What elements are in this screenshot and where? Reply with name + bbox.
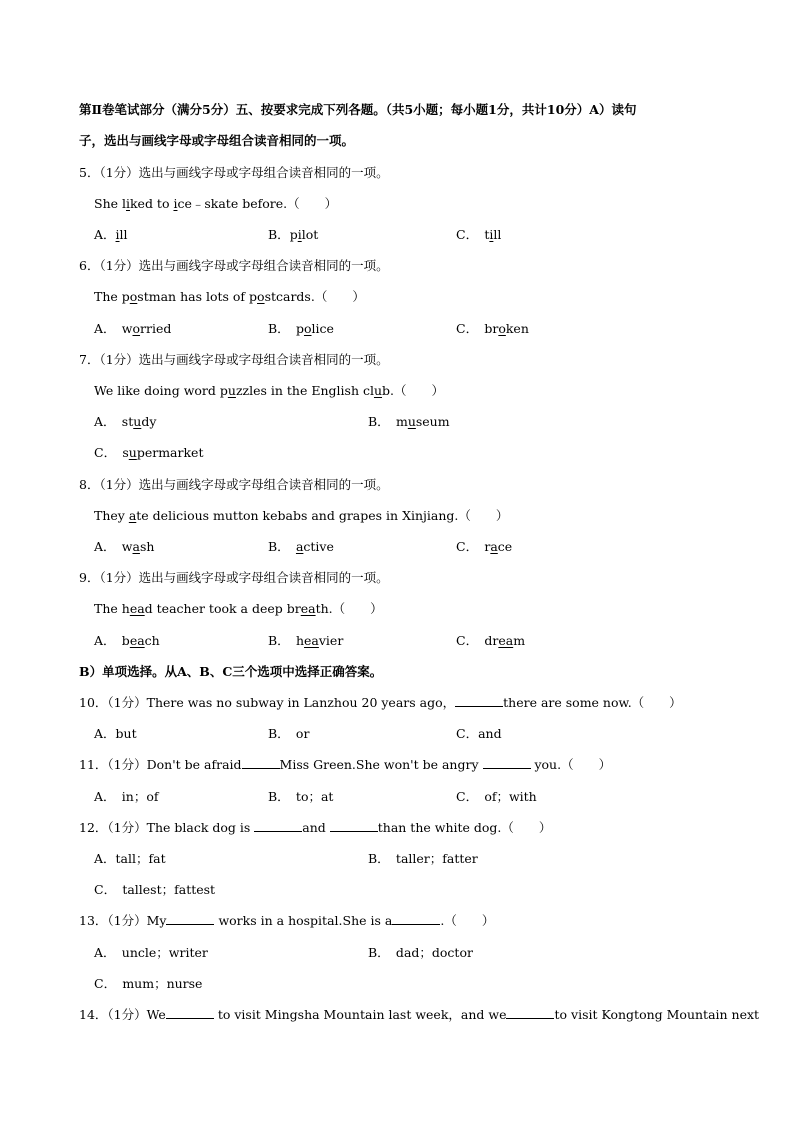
question-7-option-b[interactable]: B． museum	[368, 414, 450, 429]
question-9-sentence: The head teacher took a deep breath.（ ）	[94, 601, 383, 616]
answer-blank[interactable]	[330, 819, 378, 832]
question-6-sentence: The postman has lots of postcards.（ ）	[94, 289, 365, 304]
question-14-stem: 14．（1分）We to visit Mingsha Mountain last week，and we to visit Kongtong Mountain next	[79, 1007, 760, 1022]
question-13-option-b[interactable]: B． dad；doctor	[368, 945, 473, 960]
answer-blank[interactable]	[254, 819, 302, 832]
question-7-stem: 7．（1分）选出与画线字母或字母组合读音相同的一项。	[79, 352, 389, 367]
question-5-stem: 5．（1分）选出与画线字母或字母组合读音相同的一项。	[79, 165, 389, 180]
question-8-option-b[interactable]: B． active	[268, 539, 334, 554]
section-header-line1: 第Ⅱ卷笔试部分（满分5分）五、按要求完成下列各题。（共5小题；每小题1分，共计10分）A）读句	[79, 102, 637, 117]
question-13-stem: 13．（1分）My works in a hospital.She is a .（ ）	[79, 913, 495, 928]
question-12-option-c[interactable]: C． tallest；fattest	[94, 882, 216, 897]
question-5-sentence: She liked to ice﹣skate before.（ ）	[94, 196, 338, 211]
answer-blank[interactable]	[483, 756, 531, 769]
question-13-option-a[interactable]: A． uncle；writer	[94, 945, 208, 960]
question-10-stem: 10．（1分）There was no subway in Lanzhou 20 years ago， there are some now.（ ）	[79, 695, 682, 710]
answer-blank[interactable]	[506, 1006, 554, 1019]
answer-blank[interactable]	[455, 694, 503, 707]
question-6-option-c[interactable]: C． broken	[456, 321, 529, 336]
section-header-line2: 子，选出与画线字母或字母组合读音相同的一项。	[79, 133, 355, 148]
question-10-option-c[interactable]: C．and	[456, 726, 502, 741]
part-b-header: B）单项选择。从A、B、C三个选项中选择正确答案。	[79, 664, 383, 679]
question-12-stem: 12．（1分）The black dog is and than the white dog.（ ）	[79, 820, 552, 835]
question-7-option-c[interactable]: C． supermarket	[94, 445, 204, 460]
question-11-stem: 11．（1分）Don't be afraid Miss Green.She won't be angry you.（ ）	[79, 757, 612, 772]
question-9-option-b[interactable]: B． heavier	[268, 633, 344, 648]
question-9-option-a[interactable]: A． beach	[94, 633, 160, 648]
answer-blank[interactable]	[166, 912, 214, 925]
question-11-option-a[interactable]: A． in；of	[94, 789, 159, 804]
question-8-stem: 8．（1分）选出与画线字母或字母组合读音相同的一项。	[79, 477, 389, 492]
question-9-stem: 9．（1分）选出与画线字母或字母组合读音相同的一项。	[79, 570, 389, 585]
answer-blank[interactable]	[392, 912, 440, 925]
answer-blank[interactable]	[242, 756, 280, 769]
question-9-option-c[interactable]: C． dream	[456, 633, 526, 648]
answer-blank[interactable]	[166, 1006, 214, 1019]
question-12-option-b[interactable]: B． taller；fatter	[368, 851, 478, 866]
question-7-option-a[interactable]: A． study	[94, 414, 157, 429]
question-5-option-c[interactable]: C． till	[456, 227, 502, 242]
question-8-option-a[interactable]: A． wash	[94, 539, 155, 554]
question-13-option-c[interactable]: C． mum；nurse	[94, 976, 203, 991]
question-10-option-b[interactable]: B． or	[268, 726, 310, 741]
question-5-option-a[interactable]: A．ill	[94, 227, 128, 242]
question-6-option-b[interactable]: B． police	[268, 321, 334, 336]
question-12-option-a[interactable]: A．tall；fat	[94, 851, 166, 866]
question-8-option-c[interactable]: C． race	[456, 539, 513, 554]
question-5-option-b[interactable]: B．pilot	[268, 227, 319, 242]
question-11-option-c[interactable]: C． of；with	[456, 789, 537, 804]
question-7-sentence: We like doing word puzzles in the English club.（ ）	[94, 383, 445, 398]
question-10-option-a[interactable]: A．but	[94, 726, 137, 741]
question-6-option-a[interactable]: A． worried	[94, 321, 172, 336]
question-8-sentence: They ate delicious mutton kebabs and grapes in Xinjiang.（ ）	[94, 508, 509, 523]
question-6-stem: 6．（1分）选出与画线字母或字母组合读音相同的一项。	[79, 258, 389, 273]
question-11-option-b[interactable]: B． to；at	[268, 789, 334, 804]
